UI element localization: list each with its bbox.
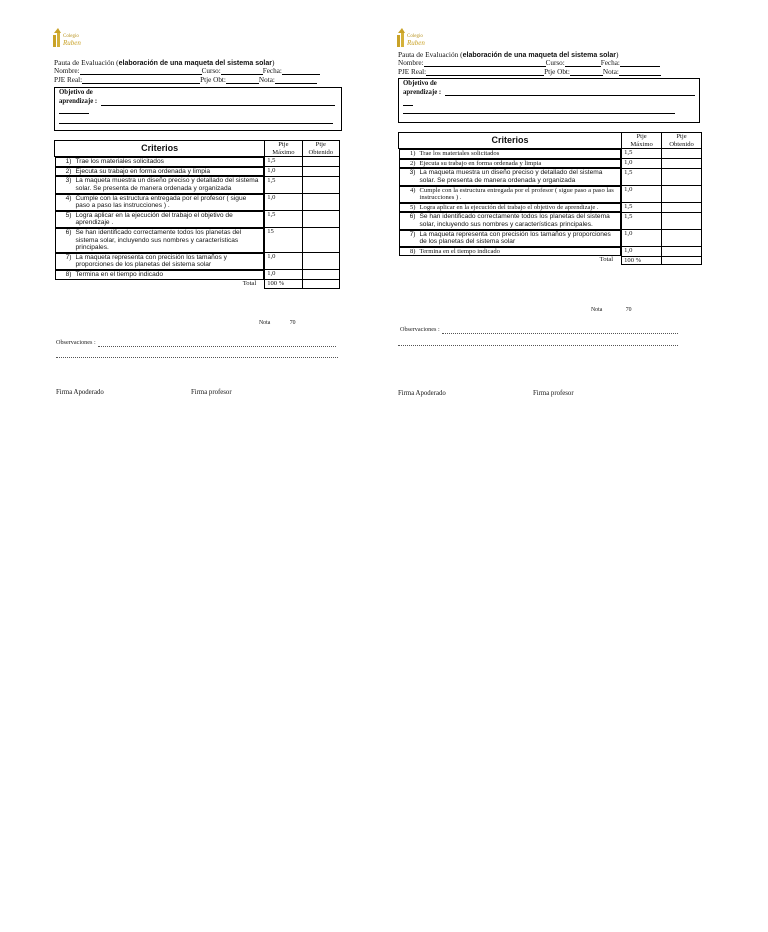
criteria-row xyxy=(55,228,340,253)
criterion-description: Se han identificado correctamente todos los planetas del sistema solar, incluyendo sus nombres y características principales. xyxy=(419,213,610,228)
criterion-number: 2) xyxy=(410,159,416,167)
pje-real-label: PJE Real: xyxy=(54,76,83,84)
criterion-max-score: 1,0 xyxy=(622,186,662,203)
svg-text:Colegio: Colegio xyxy=(407,34,423,39)
criterion-obtained-score[interactable] xyxy=(662,149,702,159)
criteria-row xyxy=(55,253,340,270)
criterion-obtained-score[interactable] xyxy=(302,157,339,167)
criterion-obtained-score[interactable] xyxy=(662,168,702,185)
criteria-row xyxy=(55,157,340,167)
nota-bottom xyxy=(591,307,632,313)
criterion-obtained-score[interactable] xyxy=(302,176,339,193)
criterios-header: Criterios xyxy=(399,133,622,149)
criterion-description: Se han identificado correctamente todos los planetas del sistema solar, incluyendo sus nombres y características principales. xyxy=(75,228,242,252)
criterion-description: La maqueta muestra un diseño preciso y detallado del sistema solar. Se presenta de manera ordenada y organizada xyxy=(419,169,603,184)
criteria-table-left xyxy=(54,140,340,289)
criterion-obtained-score[interactable] xyxy=(662,203,702,213)
objetivo-label-1: Objetivo de xyxy=(403,80,437,87)
total-value: 100 % xyxy=(265,280,302,289)
criterion-description: Termina en el tiempo indicado xyxy=(419,247,500,255)
pje-real-label: PJE Real: xyxy=(398,68,427,76)
ptje-obt-label: Ptje Obt: xyxy=(200,76,226,84)
criterion-max-score: 1,5 xyxy=(622,149,662,159)
total-value: 100 % xyxy=(622,256,662,265)
criterion-text xyxy=(55,157,265,167)
ptje-obt-field[interactable] xyxy=(570,75,603,76)
observaciones-line-1[interactable] xyxy=(442,333,678,334)
observaciones-label: Observaciones : xyxy=(56,339,96,346)
criterion-obtained-score[interactable] xyxy=(662,159,702,169)
criterion-obtained-score[interactable] xyxy=(302,167,339,177)
criteria-table-right xyxy=(398,132,702,265)
observaciones-line-2[interactable] xyxy=(398,345,678,346)
ptje-obt-field[interactable] xyxy=(226,83,259,84)
criterion-number: 3) xyxy=(409,169,416,177)
criterion-number: 7) xyxy=(65,253,72,261)
criterion-number: 1) xyxy=(65,158,72,166)
criterion-obtained-score[interactable] xyxy=(662,186,702,203)
fecha-label: Fecha: xyxy=(600,59,620,67)
criterion-max-score: 1,5 xyxy=(265,176,302,193)
title-suffix: ) xyxy=(271,58,275,67)
criterion-max-score: 1,5 xyxy=(265,211,302,228)
criterion-max-score: 1,0 xyxy=(622,159,662,169)
total-row xyxy=(55,280,340,289)
criterion-number: 8) xyxy=(410,247,416,255)
nota-label: Nota: xyxy=(602,68,619,76)
criterion-obtained-score[interactable] xyxy=(302,194,339,211)
criterion-max-score: 1,0 xyxy=(265,167,302,177)
pje-real-field[interactable] xyxy=(82,83,200,84)
form-title xyxy=(54,58,274,67)
criteria-row xyxy=(55,270,340,280)
curso-field[interactable] xyxy=(565,66,601,67)
criterion-obtained-score[interactable] xyxy=(302,253,339,270)
criterion-text xyxy=(399,230,622,247)
svg-text:Ruben: Ruben xyxy=(407,39,425,47)
nombre-field[interactable] xyxy=(80,74,202,75)
criterion-max-score: 1,0 xyxy=(622,247,662,257)
school-logo-icon xyxy=(396,27,428,49)
nombre-label: Nombre: xyxy=(398,59,424,67)
total-row xyxy=(399,256,702,265)
nombre-field[interactable] xyxy=(424,66,546,67)
firma-apoderado: Firma Apoderado xyxy=(56,389,104,396)
nota-bottom-label: Nota xyxy=(591,307,603,313)
form-title xyxy=(398,50,618,59)
criterion-number: 3) xyxy=(65,177,72,185)
criteria-row xyxy=(55,211,340,228)
firma-profesor: Firma profesor xyxy=(191,389,232,396)
objetivo-box xyxy=(54,87,342,131)
objetivo-label-2: aprendizaje : xyxy=(403,89,442,96)
criterion-description: La maqueta representa con precisión los tamaños y proporciones de los planetas del sistema solar xyxy=(419,230,611,246)
nota-label: Nota: xyxy=(258,76,275,84)
criterion-description: Ejecuta su trabajo en forma ordenada y limpia xyxy=(75,167,211,175)
criterion-max-score: 1,0 xyxy=(265,194,302,211)
firma-apoderado: Firma Apoderado xyxy=(398,390,446,397)
title-main: elaboración de una maqueta del sistema solar xyxy=(118,60,272,67)
criteria-row xyxy=(399,159,702,169)
criterion-text xyxy=(55,253,265,270)
criterion-description: Logra aplicar en la ejecución del trabajo el objetivo de aprendizaje . xyxy=(419,203,599,211)
criterion-text xyxy=(55,211,265,228)
criteria-header-row xyxy=(55,141,340,157)
criterion-max-score: 1,5 xyxy=(622,203,662,213)
criterion-description: Trae los materiales solicitados xyxy=(75,158,164,166)
nota-bottom-value: 70 xyxy=(289,320,296,326)
nota-bottom-label: Nota xyxy=(259,320,271,326)
criterion-number: 5) xyxy=(410,203,416,211)
criterion-number: 5) xyxy=(65,211,72,219)
criteria-row xyxy=(399,247,702,257)
criterion-max-score: 15 xyxy=(265,228,302,253)
criterion-description: Cumple con la estructura entregada por el profesor ( sigue paso a paso las instrucciones ) . xyxy=(419,186,614,202)
criterion-number: 4) xyxy=(65,194,72,202)
objetivo-line-3[interactable] xyxy=(59,123,333,124)
svg-text:Ruben: Ruben xyxy=(63,39,81,47)
criterion-max-score: 1,5 xyxy=(265,157,302,167)
criterion-text xyxy=(399,149,622,159)
firma-profesor: Firma profesor xyxy=(533,390,574,397)
criterion-max-score: 1,5 xyxy=(622,212,662,229)
observaciones-line-1[interactable] xyxy=(98,346,336,347)
objetivo-line-3[interactable] xyxy=(403,113,675,114)
criteria-row xyxy=(55,194,340,211)
student-info-row-2 xyxy=(398,68,661,76)
criterion-text xyxy=(55,270,265,280)
criterion-text xyxy=(399,168,622,185)
criterion-max-score: 1,5 xyxy=(622,168,662,185)
criteria-row xyxy=(55,167,340,177)
criterion-text xyxy=(55,228,265,253)
curso-label: Curso: xyxy=(201,67,221,75)
criterion-number: 8) xyxy=(65,270,72,278)
criteria-row xyxy=(399,230,702,247)
criterion-text xyxy=(399,203,622,213)
ptje-maximo-header: Ptje Máximo xyxy=(622,133,662,149)
criteria-row xyxy=(399,168,702,185)
criterion-max-score: 1,0 xyxy=(265,270,302,280)
ptje-obtenido-header: Ptje Obtenido xyxy=(302,141,339,157)
objetivo-line-2[interactable] xyxy=(403,105,413,106)
criterion-description: La maqueta muestra un diseño preciso y detallado del sistema solar. Se presenta de manera ordenada y organizada xyxy=(75,177,259,192)
criterion-description: Logra aplicar en la ejecución del trabajo el objetivo de aprendizaje . xyxy=(75,211,233,227)
criterion-text xyxy=(55,176,265,193)
title-main: elaboración de una maqueta del sistema solar xyxy=(462,52,616,59)
criterios-header: Criterios xyxy=(55,141,265,157)
total-label: Total xyxy=(242,279,257,287)
objetivo-line-2[interactable] xyxy=(59,113,89,114)
student-info-row-1 xyxy=(54,67,320,75)
objetivo-box xyxy=(398,78,700,123)
criterion-text xyxy=(55,167,265,177)
curso-field[interactable] xyxy=(221,74,263,75)
objetivo-line-1[interactable] xyxy=(445,95,695,96)
ptje-maximo-header: Ptje Máximo xyxy=(265,141,302,157)
objetivo-label-1: Objetivo de xyxy=(59,89,93,96)
criterion-obtained-score[interactable] xyxy=(302,270,339,280)
nota-bottom xyxy=(259,320,296,326)
nombre-label: Nombre: xyxy=(54,67,80,75)
fecha-field[interactable] xyxy=(282,74,320,75)
title-prefix: Pauta de Evaluación ( xyxy=(54,58,119,67)
criterion-text xyxy=(399,159,622,169)
criteria-row xyxy=(55,176,340,193)
criterion-description: Cumple con la estructura entregada por el profesor ( sigue paso a paso las instrucciones ) . xyxy=(75,194,247,210)
title-prefix: Pauta de Evaluación ( xyxy=(398,50,463,59)
criterion-number: 6) xyxy=(409,213,416,221)
school-logo-icon xyxy=(52,27,84,49)
curso-label: Curso: xyxy=(545,59,565,67)
criteria-row xyxy=(399,149,702,159)
criterion-obtained-score[interactable] xyxy=(302,228,339,253)
nota-field[interactable] xyxy=(275,83,317,84)
criterion-max-score: 1,0 xyxy=(265,253,302,270)
criterion-text xyxy=(55,194,265,211)
criterion-obtained-score[interactable] xyxy=(662,247,702,257)
criterion-number: 7) xyxy=(409,230,416,238)
ptje-obtenido-header: Ptje Obtenido xyxy=(662,133,702,149)
criteria-row xyxy=(399,203,702,213)
total-label: Total xyxy=(599,256,614,264)
criterion-number: 1) xyxy=(410,150,416,158)
criterion-description: Ejecuta su trabajo en forma ordenada y limpia xyxy=(419,159,542,167)
criteria-row xyxy=(399,186,702,203)
criterion-description: La maqueta representa con precisión los tamaños y proporciones de los planetas del sistema solar xyxy=(75,253,227,269)
criterion-description: Trae los materiales solicitados xyxy=(419,150,500,158)
objetivo-label-2: aprendizaje : xyxy=(59,98,98,105)
title-suffix: ) xyxy=(615,50,619,59)
criterion-number: 6) xyxy=(65,228,72,236)
svg-text:Colegio: Colegio xyxy=(63,34,79,39)
student-info-row-2 xyxy=(54,76,317,84)
pje-real-field[interactable] xyxy=(426,75,544,76)
objetivo-line-1[interactable] xyxy=(101,105,335,106)
criterion-text xyxy=(399,212,622,229)
observaciones-line-2[interactable] xyxy=(56,357,338,358)
nota-bottom-value: 70 xyxy=(625,307,632,313)
criterion-obtained-score[interactable] xyxy=(302,211,339,228)
criterion-number: 2) xyxy=(65,167,72,175)
total-obtained-cell[interactable] xyxy=(302,280,339,289)
criterion-text xyxy=(399,186,622,203)
criterion-obtained-score[interactable] xyxy=(662,230,702,247)
observaciones-label: Observaciones : xyxy=(400,326,440,333)
criterion-text xyxy=(399,247,622,257)
total-obtained-cell[interactable] xyxy=(662,256,702,265)
criterion-obtained-score[interactable] xyxy=(662,212,702,229)
criterion-number: 4) xyxy=(410,186,416,194)
criterion-description: Termina en el tiempo indicado xyxy=(75,270,164,278)
nota-field[interactable] xyxy=(619,75,661,76)
criteria-header-row xyxy=(399,133,702,149)
fecha-label: Fecha: xyxy=(262,67,282,75)
criterion-max-score: 1,0 xyxy=(622,230,662,247)
ptje-obt-label: Ptje Obt: xyxy=(544,68,570,76)
fecha-field[interactable] xyxy=(620,66,660,67)
criteria-row xyxy=(399,212,702,229)
student-info-row-1 xyxy=(398,59,660,67)
